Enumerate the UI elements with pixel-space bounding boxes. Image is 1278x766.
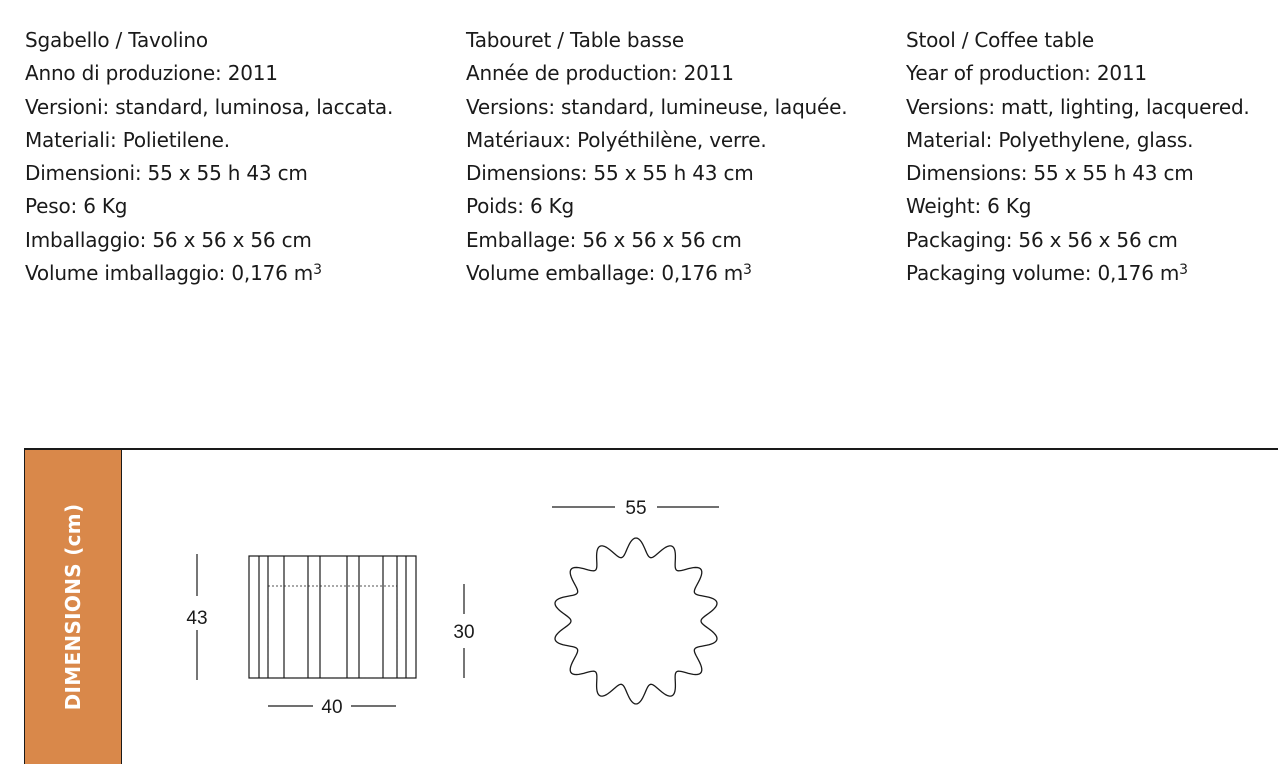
- spec-line: Materiali: Polietilene.: [25, 127, 230, 152]
- inner-height-label: 30: [453, 622, 475, 643]
- spec-column-french: [466, 24, 847, 290]
- spec-column-english: [906, 24, 1250, 290]
- volume-exponent: 3: [743, 262, 752, 279]
- stool-outline: [249, 556, 416, 678]
- technical-drawing: [25, 450, 1278, 766]
- volume-text: Volume imballaggio: 0,176 m: [25, 261, 314, 286]
- spec-line: Dimensions: 55 x 55 h 43 cm: [466, 161, 754, 186]
- spec-line: Packaging: 56 x 56 x 56 cm: [906, 227, 1178, 252]
- spec-line: Dimensioni: 55 x 55 h 43 cm: [25, 161, 308, 186]
- width-label: 40: [321, 697, 343, 718]
- spec-line: Weight: 6 Kg: [906, 194, 1032, 219]
- spec-line: Year of production: 2011: [906, 61, 1147, 86]
- front-view-drawing: [197, 507, 719, 706]
- diameter-label: 55: [625, 498, 647, 519]
- spec-line: Année de production: 2011: [466, 61, 734, 86]
- spec-line: Versions: matt, lighting, lacquered.: [906, 94, 1250, 119]
- spec-column-italian: [25, 24, 393, 290]
- spec-line: Peso: 6 Kg: [25, 194, 128, 219]
- spec-line: Stool / Coffee table: [906, 28, 1094, 52]
- spec-line: Imballaggio: 56 x 56 x 56 cm: [25, 227, 312, 252]
- spec-line-volume: [906, 257, 1250, 290]
- spec-line: Sgabello / Tavolino: [25, 28, 208, 52]
- spec-line: Matériaux: Polyéthilène, verre.: [466, 127, 767, 152]
- volume-text: Volume emballage: 0,176 m: [466, 261, 744, 286]
- top-view-gear-outline: [555, 538, 717, 704]
- spec-line: Emballage: 56 x 56 x 56 cm: [466, 227, 742, 252]
- spec-line: Poids: 6 Kg: [466, 194, 575, 219]
- spec-line: Tabouret / Table basse: [466, 28, 684, 52]
- height-label: 43: [186, 608, 208, 629]
- spec-line-volume: [466, 257, 847, 290]
- volume-exponent: 3: [313, 262, 322, 279]
- spec-line-volume: [25, 257, 393, 290]
- dimensions-title: DIMENSIONS (cm): [61, 503, 85, 711]
- stool-inner-dotted: [268, 586, 397, 678]
- spec-line: Dimensions: 55 x 55 h 43 cm: [906, 161, 1194, 186]
- dimensions-panel: [24, 448, 1278, 764]
- volume-text: Packaging volume: 0,176 m: [906, 261, 1180, 286]
- volume-exponent: 3: [1179, 262, 1188, 279]
- spec-line: Versioni: standard, luminosa, laccata.: [25, 94, 394, 119]
- spec-line: Anno di produzione: 2011: [25, 61, 278, 86]
- spec-line: Material: Polyethylene, glass.: [906, 127, 1194, 152]
- spec-line: Versions: standard, lumineuse, laquée.: [466, 94, 848, 119]
